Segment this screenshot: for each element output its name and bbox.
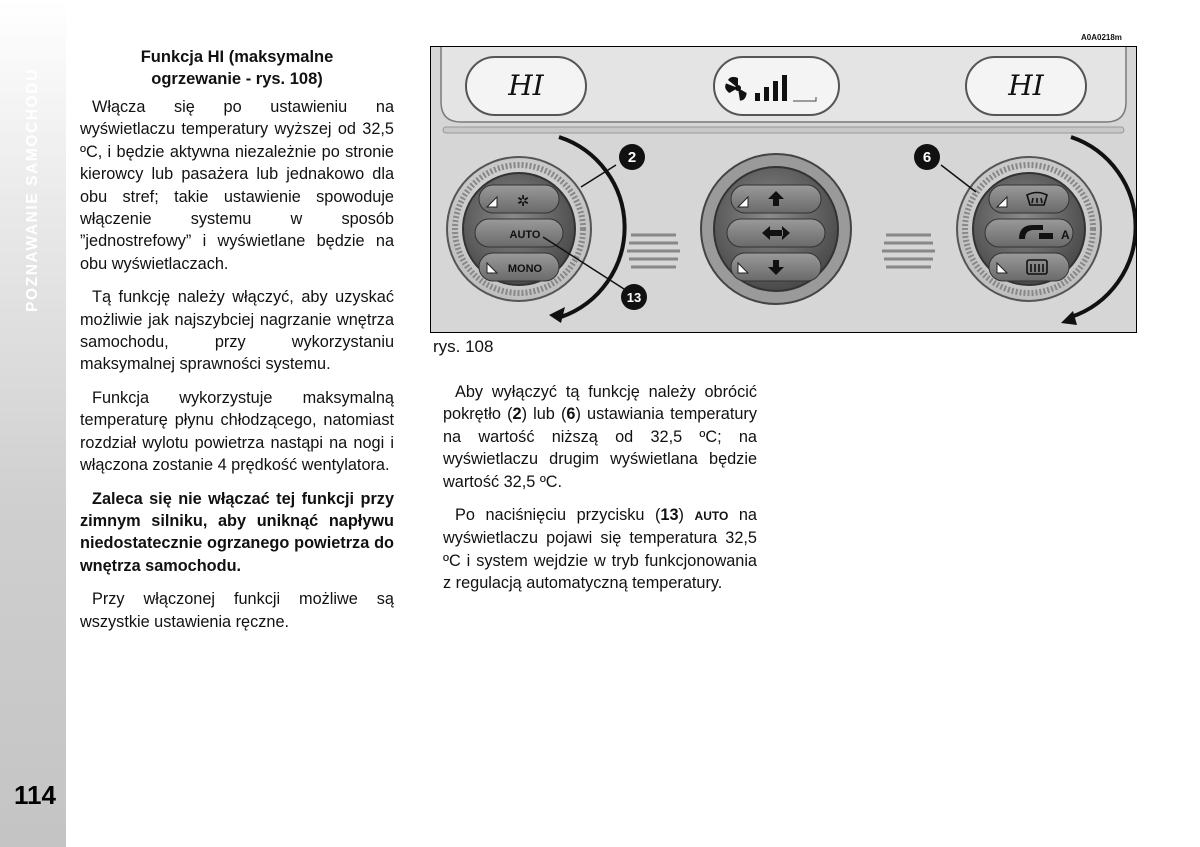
- auto-label: AUTO: [509, 229, 541, 241]
- paragraph: Przy włączonej funkcji możliwe są wszystkie ustawienia ręczne.: [80, 590, 394, 631]
- paragraph: Włącza się po ustawieniu na wyświetlaczu temperatury wyższej od 32,5 ºC, i będzie aktywna niezależnie po stronie kierowcy lub pasażera lub jednakowo dla obu stref; takie ustawienie spowoduje włączenie systemu w sposób ”jednostrefowy” i wyświetlane będzie na obu wyświetlaczach.: [80, 98, 394, 273]
- callout-6: [914, 144, 940, 170]
- right-display: [966, 57, 1086, 115]
- svg-text:2: 2: [627, 149, 637, 166]
- section-title: POZNAWANIE SAMOCHODU: [24, 68, 41, 312]
- right-column: [443, 381, 757, 606]
- section-heading: [80, 46, 394, 90]
- figure-caption: rys. 108: [433, 337, 494, 356]
- mono-label: MONO: [507, 263, 543, 275]
- heading-line-2: ogrzewanie - rys. 108): [151, 70, 323, 88]
- heading-line-1: Funkcja HI (maksymalne: [140, 48, 334, 66]
- callout-2: [619, 144, 645, 170]
- svg-text:6: 6: [922, 149, 932, 166]
- svg-text:13: 13: [626, 290, 642, 305]
- left-display: [466, 57, 586, 115]
- left-display-text: HI: [508, 69, 544, 102]
- right-display-text: HI: [1008, 69, 1044, 102]
- ac-snowflake-icon: ✲: [516, 193, 530, 210]
- air-distribution-knob: [701, 154, 851, 304]
- figure-code: A0A0218m: [1081, 33, 1122, 42]
- auto-inline-label: AUTO: [694, 509, 729, 524]
- left-column: [80, 46, 394, 644]
- fan-display: [714, 57, 839, 115]
- paragraph: Po naciśnięciu przycisku (13) AUTO na wyświetlaczu pojawi się temperatura 32,5 ºC i system wejdzie w tryb funkcjonowania z regulacją automatyczną temperatury.: [443, 506, 757, 593]
- paragraph: Tą funkcję należy włączyć, aby uzyskać możliwie jak najszybciej nagrzanie wnętrza samochodu, przy wykorzystaniu maksymalnej sprawności systemu.: [80, 288, 394, 374]
- page-number: 114: [14, 780, 56, 810]
- paragraph: Funkcja wykorzystuje maksymalną temperaturę płynu chłodzącego, natomiast rozdział wylotu powietrza nastąpi na nogi i włączona zostanie 4 prędkość wentylatora.: [80, 388, 394, 475]
- side-tab: [0, 0, 66, 847]
- warning-paragraph: Zaleca się nie włączać tej funkcji przy zimnym silniku, aby uniknąć napływu niedostatecznie ogrzanego powietrza do wnętrza samochodu.: [80, 489, 394, 575]
- paragraph: Aby wyłączyć tą funkcję należy obrócić pokrętło (2) lub (6) ustawiania temperatury na wartość niższą od 32,5 ºC; na wyświetlaczu drugim wyświetlana będzie wartość 32,5 ºC.: [443, 383, 757, 491]
- climate-control-illustration: [430, 46, 1137, 333]
- a-label: A: [1061, 228, 1070, 242]
- callout-13: [621, 284, 647, 310]
